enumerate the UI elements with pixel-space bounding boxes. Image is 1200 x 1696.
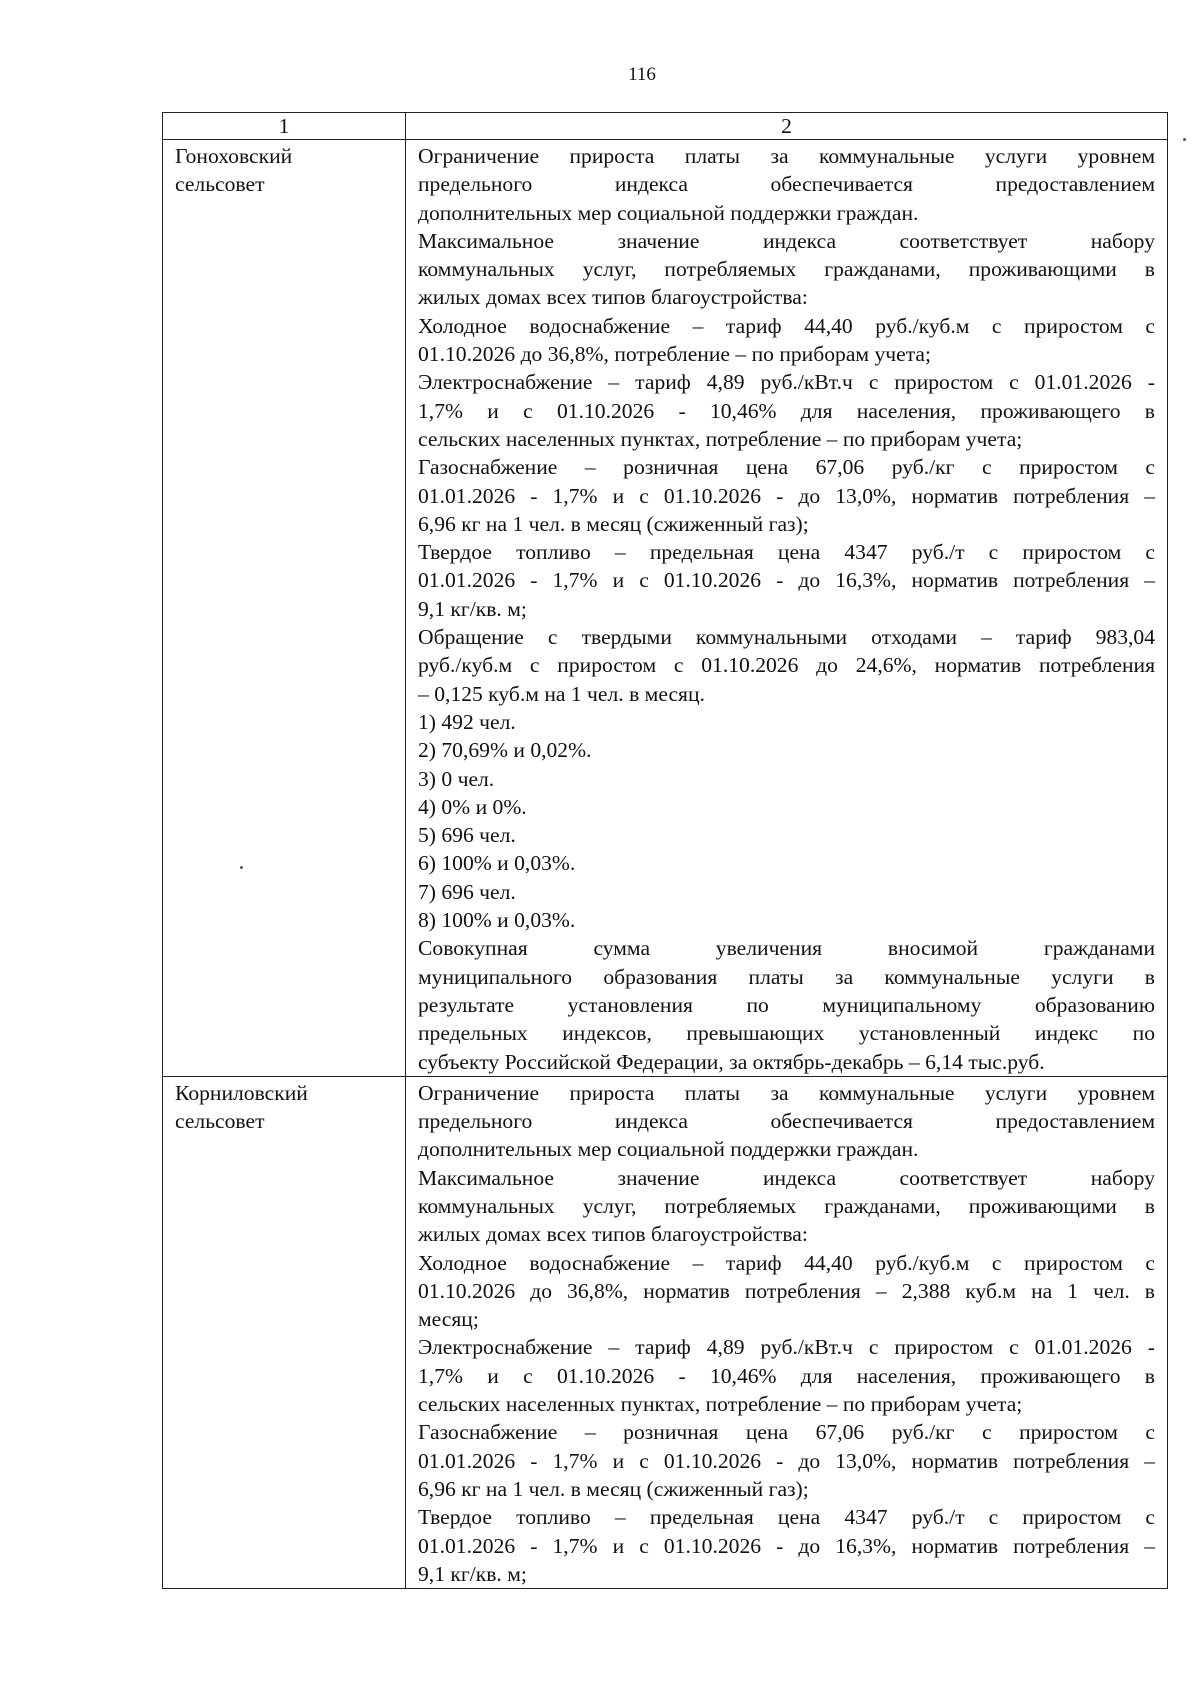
scan-speck bbox=[240, 866, 243, 869]
table-row bbox=[163, 140, 1168, 1077]
tariff-description-cell bbox=[406, 1076, 1168, 1588]
text-line: 1,7% и с 01.10.2026 - 10,46% для населения, проживающего в bbox=[418, 398, 1155, 423]
text-line: 4) 0% и 0%. bbox=[418, 794, 527, 819]
text-line: 01.10.2026 до 36,8%, потребление – по приборам учета; bbox=[418, 342, 931, 367]
column-header-2: 2 bbox=[406, 113, 1168, 140]
table-row bbox=[163, 1076, 1168, 1588]
text-line: дополнительных мер социальной поддержки граждан. bbox=[418, 200, 919, 225]
text-line: Ограничение прироста платы за коммунальные услуги уровнем bbox=[418, 144, 1155, 168]
text-line: 01.10.2026 до 36,8%, норматив потребления – 2,388 куб.м на 1 чел. в bbox=[418, 1278, 1155, 1303]
text-line: 9,1 кг/кв. м; bbox=[418, 596, 527, 621]
text-line: Электроснабжение – тариф 4,89 руб./кВт.ч с приростом с 01.01.2026 - bbox=[418, 370, 1155, 395]
text-line: Газоснабжение – розничная цена 67,06 руб./кг с приростом с bbox=[418, 1420, 1155, 1445]
text-line: – 0,125 куб.м на 1 чел. в месяц. bbox=[418, 681, 705, 706]
text-line: руб./куб.м с приростом с 01.10.2026 до 24,6%, норматив потребления bbox=[418, 653, 1155, 678]
text-line: 1,7% и с 01.10.2026 - 10,46% для населения, проживающего в bbox=[418, 1363, 1155, 1388]
text-line: субъекту Российской Федерации, за октябрь-декабрь – 6,14 тыс.руб. bbox=[418, 1049, 1045, 1074]
text-line: Максимальное значение индекса соответствует набору bbox=[418, 228, 1155, 253]
text-line: дополнительных мер социальной поддержки граждан. bbox=[418, 1137, 919, 1162]
text-line: сельских населенных пунктах, потребление – по приборам учета; bbox=[418, 426, 1023, 451]
text-line: 6,96 кг на 1 чел. в месяц (сжиженный газ); bbox=[418, 511, 809, 536]
text-line: 3) 0 чел. bbox=[418, 766, 495, 791]
text-line: Электроснабжение – тариф 4,89 руб./кВт.ч с приростом с 01.01.2026 - bbox=[418, 1335, 1155, 1360]
text-line: Твердое топливо – предельная цена 4347 руб./т с приростом с bbox=[418, 1505, 1155, 1530]
text-line: 5) 696 чел. bbox=[418, 823, 516, 848]
text-line: жилых домах всех типов благоустройства: bbox=[418, 1222, 808, 1247]
text-line: 8) 100% и 0,03%. bbox=[418, 908, 576, 933]
text-line: 9,1 кг/кв. м; bbox=[418, 1561, 527, 1586]
text-line: сельских населенных пунктах, потребление – по приборам учета; bbox=[418, 1392, 1023, 1417]
municipality-name-line: сельсовет bbox=[175, 1109, 265, 1134]
text-line: предельного индекса обеспечивается предоставлением bbox=[418, 1109, 1155, 1134]
text-line: 01.01.2026 - 1,7% и с 01.10.2026 - до 16,3%, норматив потребления – bbox=[418, 1533, 1155, 1558]
text-line: 01.01.2026 - 1,7% и с 01.10.2026 - до 13,0%, норматив потребления – bbox=[418, 1448, 1155, 1473]
text-line: коммунальных услуг, потребляемых гражданами, проживающими в bbox=[418, 1193, 1155, 1218]
text-line: Максимальное значение индекса соответствует набору bbox=[418, 1165, 1155, 1190]
text-line: месяц; bbox=[418, 1307, 479, 1332]
text-line: 01.01.2026 - 1,7% и с 01.10.2026 - до 16,3%, норматив потребления – bbox=[418, 568, 1155, 593]
text-line: предельного индекса обеспечивается предоставлением bbox=[418, 172, 1155, 197]
table-header-row bbox=[163, 113, 1168, 140]
text-line: результате установления по муниципальному образованию bbox=[418, 992, 1155, 1017]
text-line: 7) 696 чел. bbox=[418, 879, 516, 904]
text-line: Газоснабжение – розничная цена 67,06 руб./кг с приростом с bbox=[418, 455, 1155, 480]
text-line: Твердое топливо – предельная цена 4347 руб./т с приростом с bbox=[418, 540, 1155, 565]
text-line: предельных индексов, превышающих установленный индекс по bbox=[418, 1021, 1155, 1046]
text-line: Совокупная сумма увеличения вносимой гражданами bbox=[418, 936, 1155, 961]
text-line: 6) 100% и 0,03%. bbox=[418, 851, 576, 876]
scan-speck bbox=[1183, 138, 1186, 141]
text-line: 2) 70,69% и 0,02%. bbox=[418, 738, 592, 763]
text-line: жилых домах всех типов благоустройства: bbox=[418, 285, 808, 310]
text-line: Холодное водоснабжение – тариф 44,40 руб./куб.м с приростом с bbox=[418, 313, 1155, 338]
municipality-name-line: Гоноховский bbox=[175, 144, 293, 168]
text-line: Обращение с твердыми коммунальными отходами – тариф 983,04 bbox=[418, 625, 1155, 650]
text-line: Ограничение прироста платы за коммунальные услуги уровнем bbox=[418, 1080, 1155, 1105]
municipality-name-line: сельсовет bbox=[175, 172, 265, 197]
text-line: коммунальных услуг, потребляемых гражданами, проживающими в bbox=[418, 257, 1155, 282]
column-header-1: 1 bbox=[163, 113, 406, 140]
text-line: Холодное водоснабжение – тариф 44,40 руб./куб.м с приростом с bbox=[418, 1250, 1155, 1275]
table-body bbox=[163, 113, 1168, 1589]
page-number: 116 bbox=[628, 64, 656, 85]
text-line: 6,96 кг на 1 чел. в месяц (сжиженный газ); bbox=[418, 1476, 809, 1501]
municipality-name-cell bbox=[163, 140, 406, 1077]
text-line: 1) 492 чел. bbox=[418, 709, 516, 734]
municipality-name-line: Корниловский bbox=[175, 1080, 308, 1105]
tariff-table bbox=[162, 112, 1168, 1589]
municipality-name-cell bbox=[163, 1076, 406, 1588]
text-line: муниципального образования платы за коммунальные услуги в bbox=[418, 964, 1155, 989]
tariff-description-cell bbox=[406, 140, 1168, 1077]
text-line: 01.01.2026 - 1,7% и с 01.10.2026 - до 13,0%, норматив потребления – bbox=[418, 483, 1155, 508]
